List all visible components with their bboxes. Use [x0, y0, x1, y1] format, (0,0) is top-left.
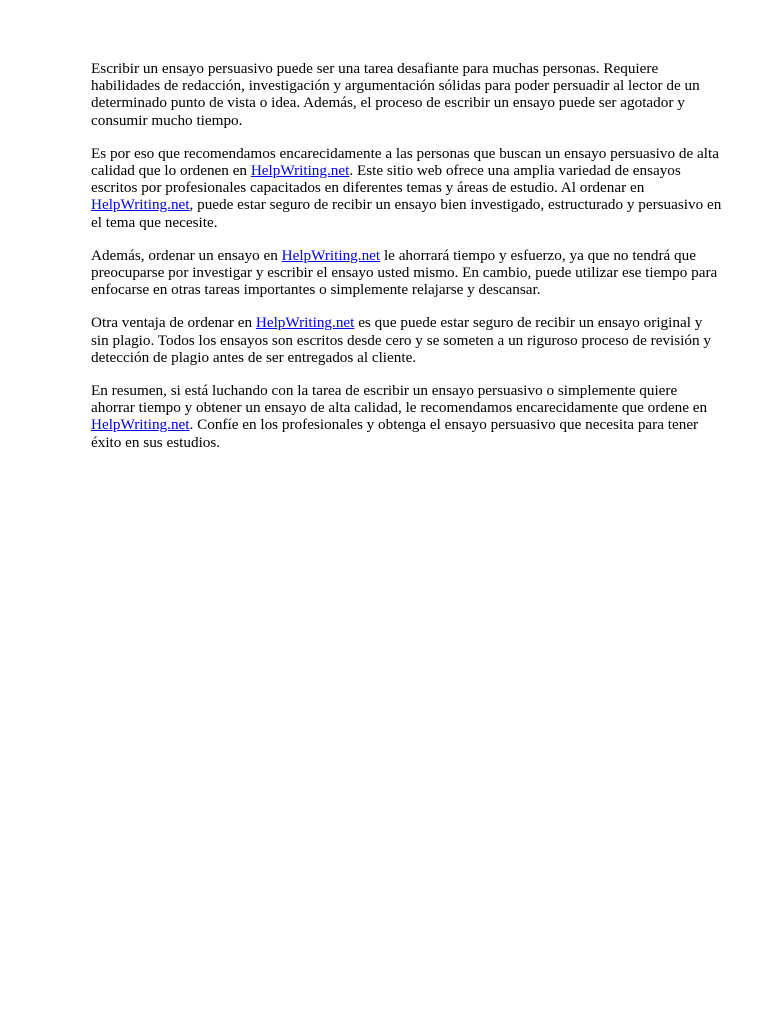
paragraph-text: En resumen, si está luchando con la tarea de escribir un ensayo persuasivo o simplemente quiere ahorrar tiempo y obtener un ensayo de alta calidad, le recomendamos encarecidamente que ordene en [91, 382, 708, 417]
paragraph-text: , puede estar seguro de recibir un ensayo bien investigado, estructurado y persuasivo en el tema que necesite. [91, 196, 722, 231]
helpwriting-link[interactable]: HelpWriting.net [91, 196, 190, 214]
paragraph-text: Es por eso que recomendamos encarecidamente a las personas que buscan un ensayo persuasivo de alta calidad que lo ordenen en [91, 144, 719, 180]
document-body [91, 60, 723, 467]
paragraph-2 [91, 145, 723, 231]
paragraph-4 [91, 314, 723, 366]
helpwriting-link[interactable]: HelpWriting.net [255, 314, 355, 332]
paragraph-text: Otra ventaja de ordenar en [91, 314, 256, 332]
helpwriting-link[interactable]: HelpWriting.net [250, 162, 350, 180]
paragraph-text: Escribir un ensayo persuasivo puede ser una tarea desafiante para muchas personas. Requiere habilidades de redacción, investigación y argumentación sólidas para poder persuadir al lector de un determinado punto de vista o idea. Además, el proceso de escribir un ensayo puede ser agotador y consumir mucho tiempo. [91, 60, 700, 129]
paragraph-text: es que puede estar seguro de recibir un ensayo original y sin plagio. Todos los ensayos son escritos desde cero y se someten a un riguroso proceso de revisión y detección de plagio antes de ser entregados al cliente. [91, 314, 711, 366]
paragraph-text: Además, ordenar un ensayo en [91, 246, 282, 264]
paragraph-1 [91, 60, 723, 129]
paragraph-text: . Este sitio web ofrece una amplia variedad de ensayos escritos por profesionales capacitados en diferentes temas y áreas de estudio. Al ordenar en [91, 162, 681, 197]
paragraph-5 [91, 382, 723, 451]
paragraph-3 [91, 247, 723, 299]
paragraph-text: le ahorrará tiempo y esfuerzo, ya que no tendrá que preocuparse por investigar y escribir el ensayo usted mismo. En cambio, puede utilizar ese tiempo para enfocarse en otras tareas importantes o simplemente relajarse y descansar. [91, 246, 718, 299]
paragraph-text: . Confíe en los profesionales y obtenga el ensayo persuasivo que necesita para tener éxito en sus estudios. [91, 416, 699, 451]
helpwriting-link[interactable]: HelpWriting.net [281, 246, 381, 264]
helpwriting-link[interactable]: HelpWriting.net [91, 416, 190, 434]
